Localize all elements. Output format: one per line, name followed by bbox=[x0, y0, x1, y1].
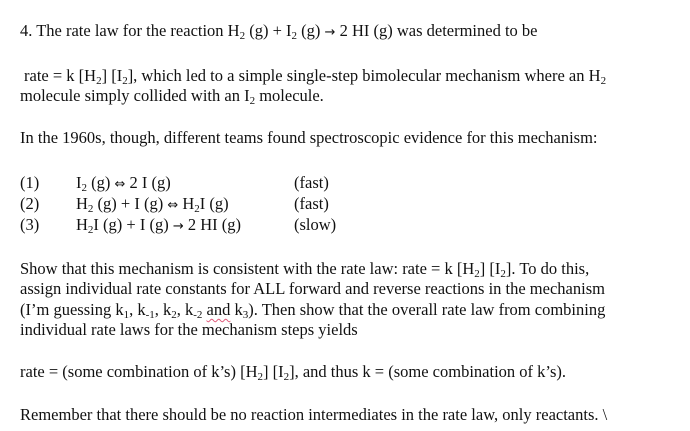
result-line: rate = (some combination of k’s) $[H_2]$ $[I_2]$, and thus k = (some combination of k’s). bbox=[20, 362, 567, 383]
show-line-4: individual rate laws for the mechanism steps yields bbox=[20, 320, 358, 339]
reaction-arrow-icon: → bbox=[172, 219, 184, 234]
equilibrium-arrow-icon: ⇔ bbox=[114, 177, 126, 192]
question-number: 4. bbox=[20, 21, 33, 40]
remember-note: Remember that there should be no reaction intermediates in the rate law, only reactants. \ bbox=[20, 405, 608, 424]
rate-law-line: rate = k $[H_2]$ $[I_2]$, which led to a simple single-step bimolecular mechanism where an $H_2$ bbox=[24, 66, 607, 87]
show-line-1: Show that this mechanism is consistent with the rate law: rate = k $[H_2]$ $[I_2]$. To do this, bbox=[20, 259, 590, 280]
show-line-3: (I’m guessing $k_1$, $k_{-1}$, $k_2$, $k_{-2}$ and $k_3$). Then show that the overall rate law from combining bbox=[20, 300, 606, 321]
question-intro: 4. The rate law for the reaction $H_2$ $(g) + I_2$ (g) → 2 HI (g) was determined to be bbox=[20, 21, 538, 42]
show-line-2: assign individual rate constants for ALL forward and reverse reactions in the mechanism bbox=[20, 279, 605, 298]
spellcheck-flagged-word: and bbox=[206, 300, 231, 319]
step-3-equation: $H_2I$ (g) + I (g) → 2 HI (g) bbox=[76, 215, 242, 236]
sixties-paragraph: In the 1960s, though, different teams found spectroscopic evidence for this mechanism: bbox=[20, 128, 598, 147]
question-document: 4. The rate law for the reaction $H_2$ $(g) + I_2$ (g) → 2 HI (g) was determined to be rate = k $[H_2]$ $[I_2]$, which led to a simple single-step bimolecular mechanism where an $H_2$ molecule simply collided with an $I_2$ molecule. In the 1960s, though, different teams found spectroscopic evidence for this mechanism: (1) $I_2$ (g) ⇔ 2 I (g) (fast) (2) $H_2$ (g) + I (g) ⇔ $H_2I$ (g) (fast) (3) $H_2I$ (g) + I (g) → 2 HI (g) (slow) Show that this mechanism is consistent with the rate law: rate = k $[H_2]$ $[I_2]$. To do this, assign individual rate constants for ALL forward and reverse reactions in the mechanism (I’m guessing $k_1$, $k_{-1}$, $k_2$, $k_{-2}$ and $k_3$). Then show that the overall rate law from combining individual rate laws for the mechanism steps yields rate = (some combination of k’s) $[H_2]$ $[I_2]$, and thus k = (some combination of k’s). Remember that there should be no reaction intermediates in the rate law, only reactants. \ bbox=[20, 21, 608, 424]
reaction-arrow-icon: → bbox=[324, 25, 336, 40]
step-2-equation: $H_2$ (g) + I (g) ⇔ $H_2I$ (g) bbox=[76, 194, 229, 215]
rate-law-line-2: molecule simply collided with an $I_2$ molecule. bbox=[20, 86, 324, 107]
step-1-equation: $I_2$ (g) ⇔ 2 I (g) bbox=[76, 173, 171, 194]
equilibrium-arrow-icon: ⇔ bbox=[167, 198, 179, 213]
